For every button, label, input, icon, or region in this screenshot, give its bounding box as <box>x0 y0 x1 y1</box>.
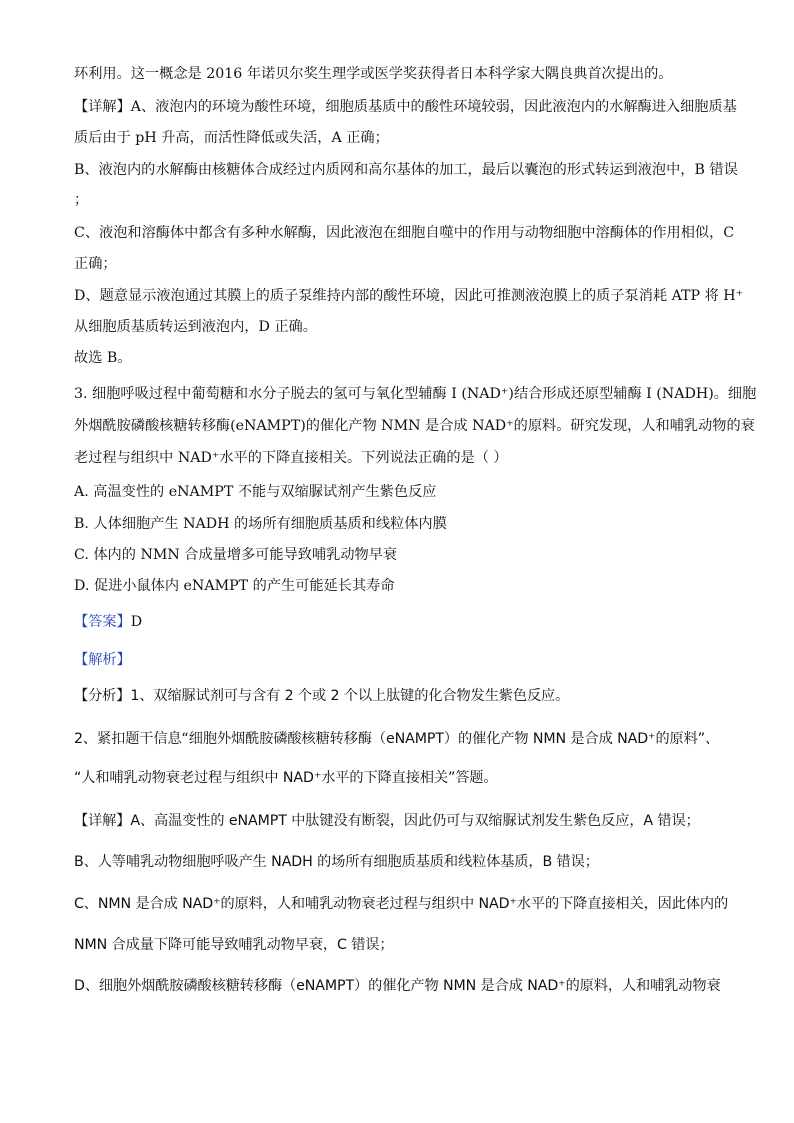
option-a: A. 高温变性的 eNAMPT 不能与双缩脲试剂产生紫色反应 <box>74 484 437 500</box>
text-line: B、液泡内的水解酶由核糖体合成经过内质网和高尔基体的加工，最后以囊泡的形式转运到液泡中，B 错误 <box>74 162 738 178</box>
analysis-line: B、人等哺乳动物细胞呼吸产生 NADH 的场所有细胞质基质和线粒体基质，B 错误； <box>74 854 599 870</box>
analysis-line: “人和哺乳动物衰老过程与组织中 NAD⁺水平的下降直接相关”答题。 <box>74 770 498 786</box>
answer-value: D <box>130 614 143 630</box>
analysis-line: D、细胞外烟酰胺磷酸核糖转移酶（eNAMPT）的催化产物 NMN 是合成 NAD⁺的原料，人和哺乳动物衰 <box>74 978 721 994</box>
text-line: 质后由于 pH 升高，而活性降低或失活，A 正确； <box>74 130 389 146</box>
text-line: 正确； <box>74 256 117 272</box>
text-line: C、液泡和溶酶体中都含有多种水解酶，因此液泡在细胞自噬中的作用与动物细胞中溶酶体的作用相似，C <box>74 225 735 241</box>
analysis-line: C、NMN 是合成 NAD⁺的原料，人和哺乳动物衰老过程与组织中 NAD⁺水平的下降直接相关，因此体内的 <box>74 896 729 912</box>
analysis-line: NMN 合成量下降可能导致哺乳动物早衰，C 错误； <box>74 937 394 953</box>
text-line: D、题意显示液泡通过其膜上的质子泵维持内部的酸性环境，因此可推测液泡膜上的质子泵消耗 ATP 将 H⁺ <box>74 288 744 304</box>
text-line: 环利用。这一概念是 2016 年诺贝尔奖生理学或医学奖获得者日本科学家大隅良典首次提出的。 <box>74 66 673 82</box>
text-line: 【详解】A、液泡内的环境为酸性环境，细胞质基质中的酸性环境较弱，因此液泡内的水解酶进入细胞质基 <box>74 99 737 115</box>
analysis-line: 【详解】A、高温变性的 eNAMPT 中肽键没有断裂，因此仍可与双缩脲试剂发生紫色反应，A 错误； <box>74 813 700 829</box>
analysis-line: 【分析】1、双缩脲试剂可与含有 2 个或 2 个以上肽键的化合物发生紫色反应。 <box>74 688 570 704</box>
text-line: 故选 B。 <box>74 350 132 366</box>
text-line: ； <box>74 192 89 208</box>
question-stem-line: 外烟酰胺磷酸核糖转移酶(eNAMPT)的催化产物 NMN 是合成 NAD⁺的原料。研究发现，人和哺乳动物的衰 <box>74 418 755 434</box>
analysis-heading <box>74 650 131 670</box>
question-stem-line: 老过程与组织中 NAD⁺水平的下降直接相关。下列说法正确的是（ ） <box>74 450 508 466</box>
answer-tag: 【答案】 <box>74 614 131 630</box>
question-stem-line: 3. 细胞呼吸过程中葡萄糖和水分子脱去的氢可与氧化型辅酶 I (NAD⁺)结合形成还原型辅酶 I (NADH)。细胞 <box>74 386 757 402</box>
analysis-line: 2、紧扣题干信息“细胞外烟酰胺磷酸核糖转移酶（eNAMPT）的催化产物 NMN 是合成 NAD⁺的原料”、 <box>74 731 720 747</box>
option-d: D. 促进小鼠体内 eNAMPT 的产生可能延长其寿命 <box>74 578 395 594</box>
option-b: B. 人体细胞产生 NADH 的场所有细胞质基质和线粒体内膜 <box>74 516 447 532</box>
analysis-tag: 【解析】 <box>74 652 131 668</box>
text-line: 从细胞质基质转运到液泡内，D 正确。 <box>74 319 317 335</box>
answer-line <box>74 612 142 632</box>
option-c: C. 体内的 NMN 合成量增多可能导致哺乳动物早衰 <box>74 547 398 563</box>
